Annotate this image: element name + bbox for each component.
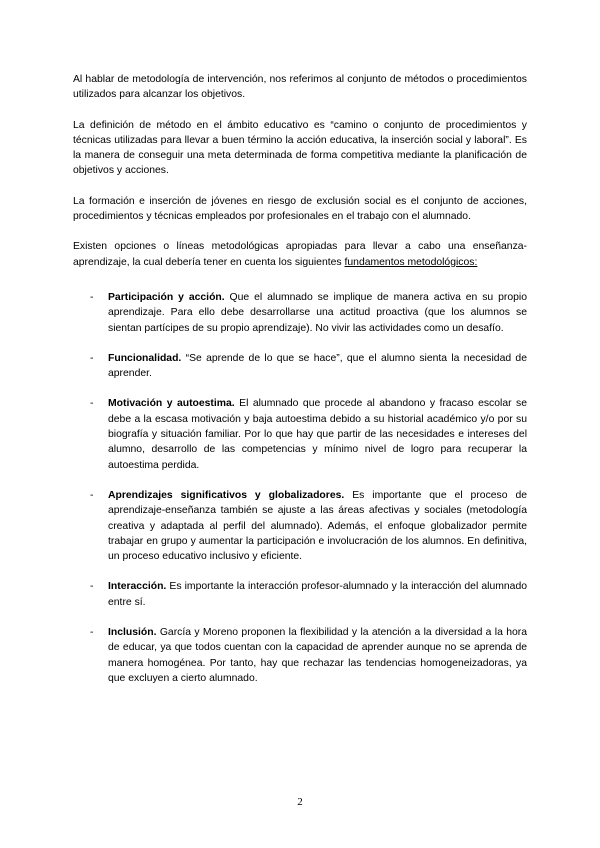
fundamentos-list [73, 290, 527, 686]
dash-marker: - [90, 352, 94, 364]
intro-paragraph [73, 239, 527, 270]
item-text: “Se aprende de lo que se hace”, que el alumno sienta la necesidad de aprender. [108, 352, 527, 380]
dash-marker: - [90, 291, 94, 303]
item-title: Funcionalidad. [108, 352, 182, 364]
dash-marker: - [90, 627, 94, 639]
page-content [73, 72, 527, 701]
item-text: Que el alumnado se implique de manera activa en su propio aprendizaje. Para ello debe desarrollarse una actitud proactiva (que los alumnos se sientan partícipes de su propio aprendizaje). No vivir las actividades como un desafío. [108, 291, 528, 334]
dash-marker: - [90, 398, 94, 410]
dash-marker: - [90, 489, 94, 501]
item-text: García y Moreno proponen la flexibilidad y la atención a la diversidad a la hora de educar, ya que todos cuentan con la capacidad de aprender aunque no se aprenda de manera homogénea. Por tanto, hay que rechazar las tendencias homogeneizadoras, ya que excluyen a cierto alumnado. [108, 627, 527, 684]
fundamentos-heading: fundamentos metodológicos: [344, 256, 478, 268]
item-title: Interacción. [108, 581, 167, 593]
list-item [73, 579, 527, 610]
list-item [73, 396, 527, 472]
list-item [73, 351, 527, 382]
item-text: Es importante la interacción profesor-alumnado y la interacción del alumnado entre sí. [108, 581, 527, 608]
item-title: Motivación y autoestima. [108, 398, 235, 410]
dash-marker: - [90, 581, 94, 593]
intro-text: Existen opciones o líneas metodológicas apropiadas para llevar a cabo una enseñanza-aprendizaje, la cual debería tener en cuenta los siguientes [73, 241, 527, 268]
page-number: 2 [297, 796, 303, 808]
item-title: Aprendizajes significativos y globalizadores. [108, 489, 345, 501]
list-item [73, 625, 527, 686]
list-item [73, 290, 527, 336]
item-text: El alumnado que procede al abandono y fracaso escolar se debe a la escasa motivación y baja autoestima debido a su historial académico y/o por su biografía y situación familiar. Por lo que hay que partir de las necesidades e intereses del alumno, desarrollo de las competencias y mínimo nivel de logro para recuperar la autoestima perdida. [108, 398, 527, 471]
item-title: Inclusión. [108, 627, 157, 639]
paragraph-2: La definición de método en el ámbito educativo es “camino o conjunto de procedimientos y técnicas utilizadas para llevar a buen término la acción educativa, la inserción social y laboral”. Es la manera de conseguir una meta determinada de forma competitiva mediante la planificación de objetivos y acciones. [73, 119, 527, 177]
list-item [73, 488, 527, 564]
paragraph-1: Al hablar de metodología de intervención, nos referimos al conjunto de métodos o procedimientos utilizados para alcanzar los objetivos. [73, 74, 527, 101]
paragraph-3: La formación e inserción de jóvenes en riesgo de exclusión social es el conjunto de acciones, procedimientos y técnicas empleados por profesionales en el trabajo con el alumnado. [73, 195, 527, 223]
item-text: Es importante que el proceso de aprendizaje-enseñanza también se ajuste a las áreas afectivas y sociales (metodología creativa y adaptada al perfil del alumnado). Además, el enfoque globalizador permite trabajar en grupo y aumentar la participación e involucración de los alumnos. En definitiva, un proceso educativo inclusivo y eficiente. [108, 489, 527, 563]
item-title: Participación y acción. [108, 291, 225, 303]
